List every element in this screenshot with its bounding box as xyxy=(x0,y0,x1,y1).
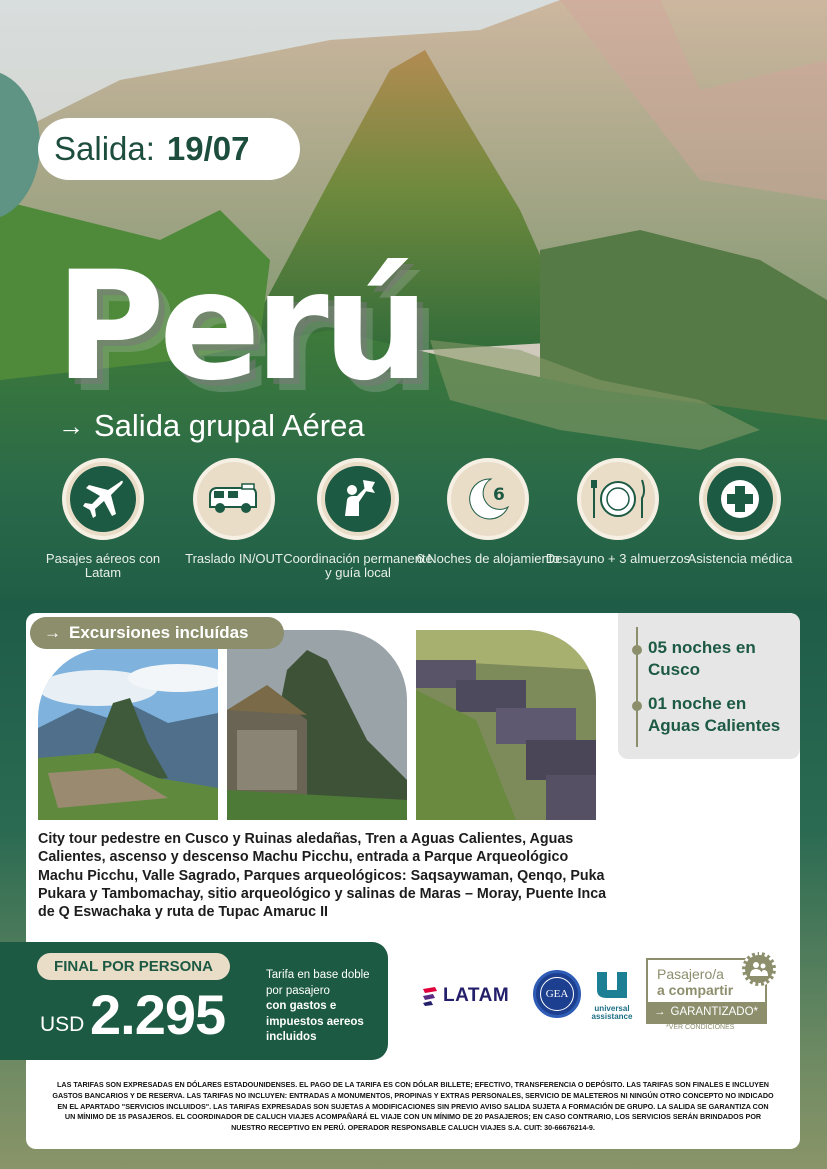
price-label: FINAL POR PERSONA xyxy=(37,953,230,980)
feature-nights xyxy=(413,458,563,566)
arrow-right-icon: → xyxy=(654,1006,666,1018)
departure-label: Salida: xyxy=(54,130,155,167)
nights-item-line1: 05 noches en xyxy=(648,638,756,657)
timeline-dot xyxy=(632,645,642,655)
excursions-label xyxy=(30,617,284,649)
price-note-bold: con gastos e impuestos aereos incluidos xyxy=(266,1000,364,1043)
photo-ruins xyxy=(227,630,407,820)
photo-machu-picchu xyxy=(38,648,218,820)
legal-text: LAS TARIFAS SON EXPRESADAS EN DÓLARES ESTADOUNIDENSES. EL PAGO DE LA TARIFA ES CON DÓLAR BILLETE; EFECTIVO, TRANSFERENCIA O DEPÓSITO. LAS TARIFAS SON FINALES E INCLUYEN GASTOS BANCARIOS Y DE RESERVA. LAS TARIFAS NO INCLUYEN: ENTRADAS A MONUMENTOS, PROPINAS Y EXTRAS PERSONALES, SERVICIO DE MALETEROS NI NINGÚN OTRO CONCEPTO NO INDICADO EN EL APARTADO "SERVICIOS INCLUIDOS". LAS TARIFAS EXPRESADAS SON SUJETAS A MODIFICACIONES SIN PREVIO AVISO SALIDA SUJETA A FORMACIÓN DE GRUPO. LA SALIDA SE GARANTIZA CON UN MÍNIMO DE 15 PASAJEROS. EL COORDINADOR DE CALUCH VIAJES ACOMPAÑARÁ EL VIAJE CON UN MÍNIMO DE 20 PASAJEROS; EN CASO CONTRARIO, LOS SERVICIOS SERÁN BRINDADOS POR NUESTRO RECEPTIVO EN PERÚ. OPERADOR RESPONSABLE CALUCH VIAJES S.A. CUIT: 30-66676214-9. xyxy=(52,1080,774,1133)
airplane-icon xyxy=(80,476,126,522)
feature-guide xyxy=(283,458,433,580)
feature-text: Desayuno + 3 almuerzos xyxy=(545,551,691,566)
feature-icon-circle xyxy=(699,458,781,540)
feature-icon-circle xyxy=(447,458,529,540)
feature-text: Pasajes aéreos con Latam xyxy=(45,551,161,580)
feature-icon-circle xyxy=(62,458,144,540)
photo-stone-wall xyxy=(416,630,596,820)
van-icon xyxy=(204,479,264,519)
feature-text: Traslado IN/OUT xyxy=(185,551,283,566)
guide-flag-icon xyxy=(335,476,381,522)
guaranteed-bar xyxy=(648,1002,765,1022)
share-line2: a compartir xyxy=(657,982,734,998)
subtitle xyxy=(58,408,365,444)
ua-text-line2: assistance xyxy=(591,1012,633,1021)
feature-text: 6 Noches de alojamiento xyxy=(416,551,560,566)
feature-icon-circle xyxy=(577,458,659,540)
feature-icon-circle xyxy=(317,458,399,540)
price-note-text: Tarifa en base doble por pasajero xyxy=(266,969,370,997)
arrow-right-icon: → xyxy=(58,410,84,441)
timeline-dot xyxy=(632,701,642,711)
latam-text: LATAM xyxy=(443,985,510,1006)
nights-item xyxy=(648,637,798,681)
gea-text: GEA xyxy=(540,977,574,1011)
latam-logo xyxy=(421,985,509,1007)
subtitle-text: Salida grupal Aérea xyxy=(94,408,365,443)
moon-six-icon xyxy=(463,474,513,524)
arrow-right-icon: → xyxy=(44,623,61,642)
excursions-label-text: Excursiones incluídas xyxy=(69,623,249,642)
price-amount: 2.295 xyxy=(90,983,226,1046)
universal-assistance-logo xyxy=(589,968,635,1021)
excursions-description: City tour pedestre en Cusco y Ruinas aledañas, Tren a Aguas Calientes, Aguas Calientes, ascenso y descenso Machu Picchu, entrada a Parque Arqueológico Machu Picchu, Valle Sagrado, Parques arqueológicos: Saqsaywaman, Qenqo, Puka Pukara y Tambomachay, sitio arqueológico y salinas de Maras – Moray, Puente Inca de Q Eswachaka y ruta de Tupac Amaruc II xyxy=(38,831,607,921)
svg-text:6: 6 xyxy=(493,485,505,505)
departure-date: 19/07 xyxy=(166,130,250,167)
feature-assistance xyxy=(665,458,815,566)
page-title: Perú xyxy=(55,240,424,414)
nights-item xyxy=(648,693,798,737)
share-line1: Pasajero/a xyxy=(657,966,724,982)
nights-item-line1: 01 noche en xyxy=(648,694,747,713)
conditions-note: *VER CONDICIONES xyxy=(666,1024,735,1031)
price-note xyxy=(266,968,376,1046)
nights-item-line2: Cusco xyxy=(648,660,700,679)
features-row xyxy=(28,458,818,598)
nights-panel xyxy=(618,613,800,759)
latam-icon xyxy=(421,985,439,1007)
universal-assistance-icon xyxy=(593,968,631,1000)
departure-badge xyxy=(38,118,300,180)
feature-text: Coordinación permanente y guía local xyxy=(283,551,433,580)
people-badge-icon xyxy=(742,952,776,986)
guaranteed-text: GARANTIZADO* xyxy=(670,1006,759,1018)
nights-item-line2: Aguas Calientes xyxy=(648,716,781,735)
feature-icon-circle xyxy=(193,458,275,540)
ua-text-line1: universal xyxy=(594,1004,630,1013)
medical-cross-icon xyxy=(717,476,763,522)
plate-cutlery-icon xyxy=(586,474,650,524)
gea-logo xyxy=(533,970,581,1018)
feature-text: Asistencia médica xyxy=(687,551,793,566)
price-currency: USD xyxy=(40,1013,85,1036)
feature-flights xyxy=(28,458,178,580)
